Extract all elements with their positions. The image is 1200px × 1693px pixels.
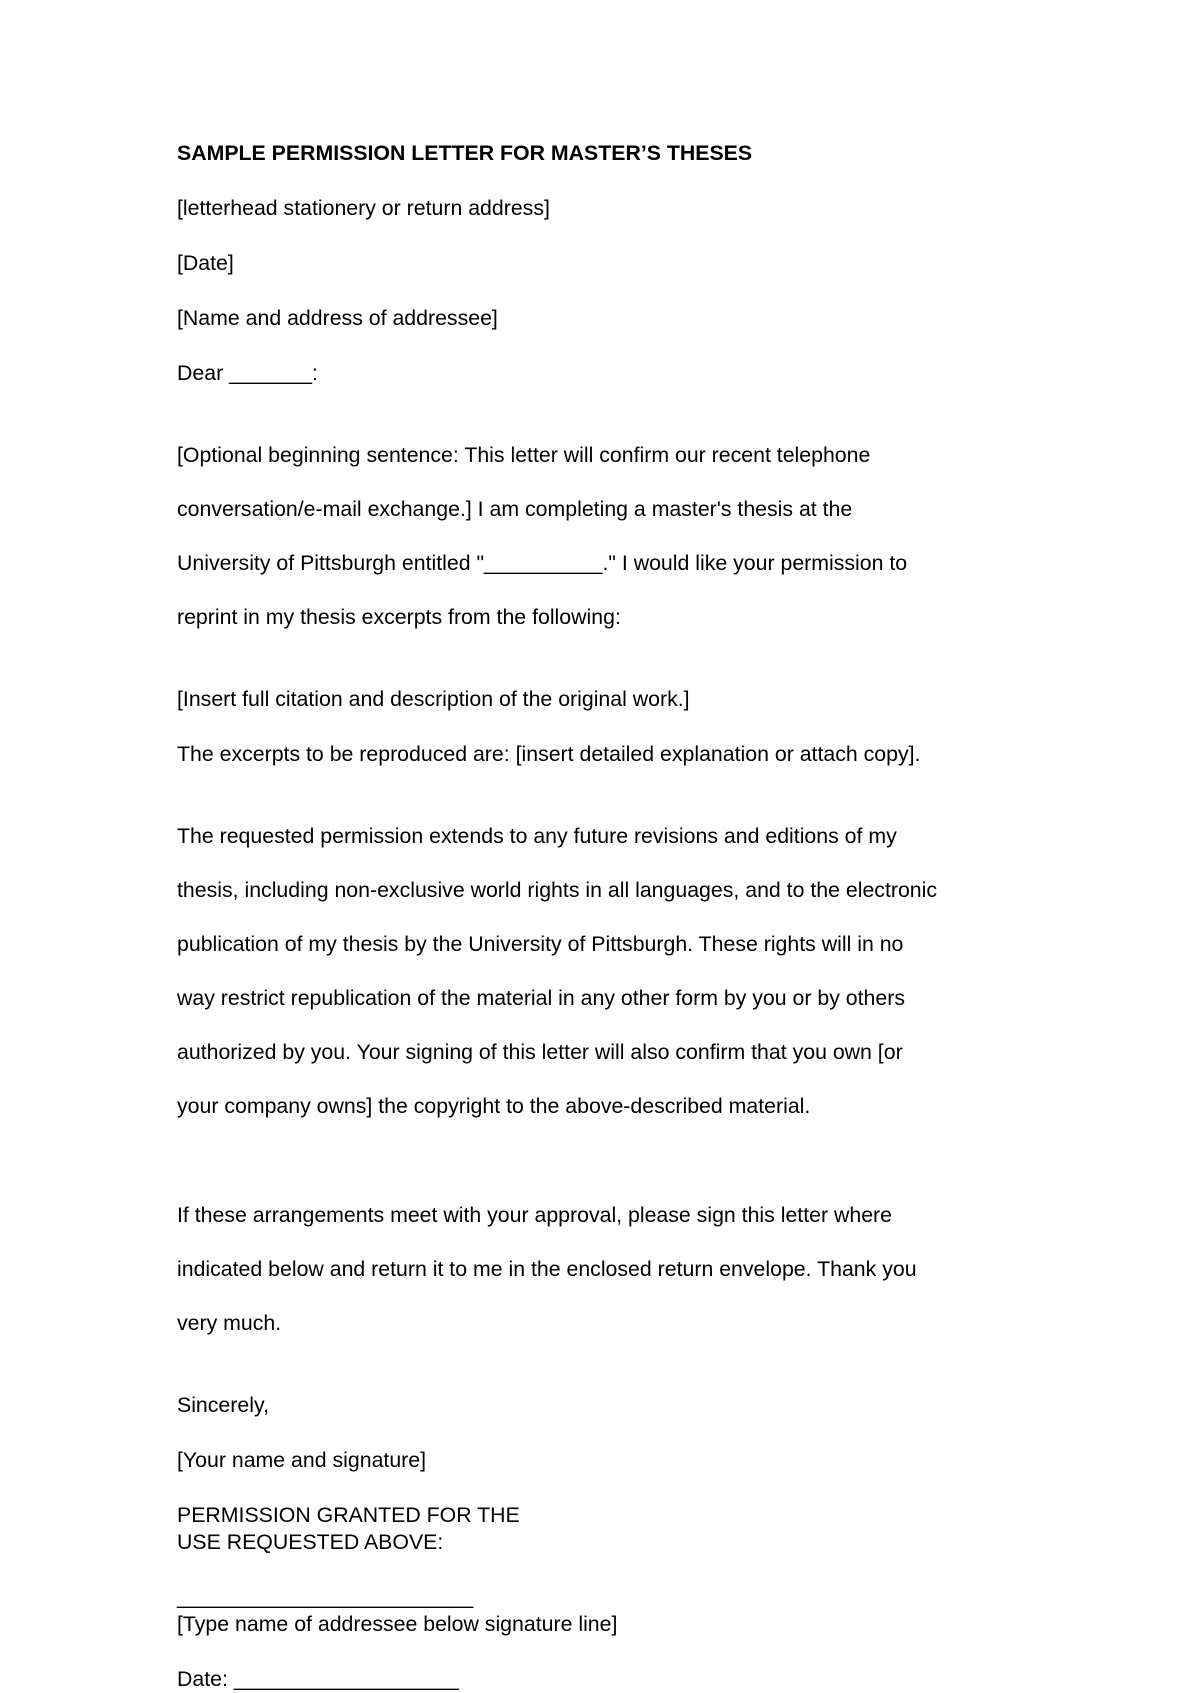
paragraph-intro [177, 415, 1037, 658]
paragraph-permission-scope-line: way restrict republication of the material in any other form by you or by others [177, 986, 905, 1010]
paragraph-permission-scope-line: authorized by you. Your signing of this letter will also confirm that you own [or [177, 1040, 903, 1064]
paragraph-intro-line: reprint in my thesis excerpts from the following: [177, 605, 621, 629]
paragraph-permission-scope-line: publication of my thesis by the University of Pittsburgh. These rights will in no [177, 932, 904, 956]
paragraph-intro-line: University of Pittsburgh entitled "__________." I would like your permission to [177, 551, 908, 575]
paragraph-intro-line: conversation/e-mail exchange.] I am completing a master's thesis at the [177, 497, 853, 521]
page-title: SAMPLE PERMISSION LETTER FOR MASTER’S THESES [177, 141, 753, 165]
signature-line: _________________________ [177, 1585, 474, 1609]
date-line: Date: ___________________ [177, 1667, 459, 1691]
permission-granted-line: USE REQUESTED ABOVE: [177, 1530, 444, 1554]
signature-caption: [Type name of addressee below signature line] [177, 1612, 618, 1636]
citation-placeholder: [Insert full citation and description of the original work.] [177, 687, 690, 711]
date-placeholder: [Date] [177, 251, 234, 275]
sender-placeholder: [Your name and signature] [177, 1448, 427, 1472]
permission-granted-block [177, 1502, 1037, 1693]
addressee-placeholder: [Name and address of addressee] [177, 306, 498, 330]
paragraph-intro-line: [Optional beginning sentence: This letter will confirm our recent telephone [177, 443, 871, 467]
paragraph-approval-request [177, 1175, 1037, 1364]
salutation: Dear _______: [177, 361, 318, 385]
paragraph-permission-scope-line: The requested permission extends to any future revisions and editions of my [177, 824, 897, 848]
paragraph-approval-request-line: very much. [177, 1311, 282, 1335]
closing: Sincerely, [177, 1393, 269, 1417]
permission-granted-line: PERMISSION GRANTED FOR THE [177, 1503, 520, 1527]
paragraph-permission-scope-line: thesis, including non-exclusive world rights in all languages, and to the electronic [177, 878, 938, 902]
letter-body [177, 140, 1037, 1693]
paragraph-permission-scope-line: your company owns] the copyright to the above-described material. [177, 1094, 811, 1118]
excerpts-paragraph: The excerpts to be reproduced are: [insert detailed explanation or attach copy]. [177, 742, 921, 766]
paragraph-permission-scope [177, 796, 1037, 1147]
paragraph-approval-request-line: indicated below and return it to me in the enclosed return envelope. Thank you [177, 1257, 917, 1281]
letterhead-placeholder: [letterhead stationery or return address] [177, 196, 550, 220]
paragraph-approval-request-line: If these arrangements meet with your approval, please sign this letter where [177, 1203, 892, 1227]
